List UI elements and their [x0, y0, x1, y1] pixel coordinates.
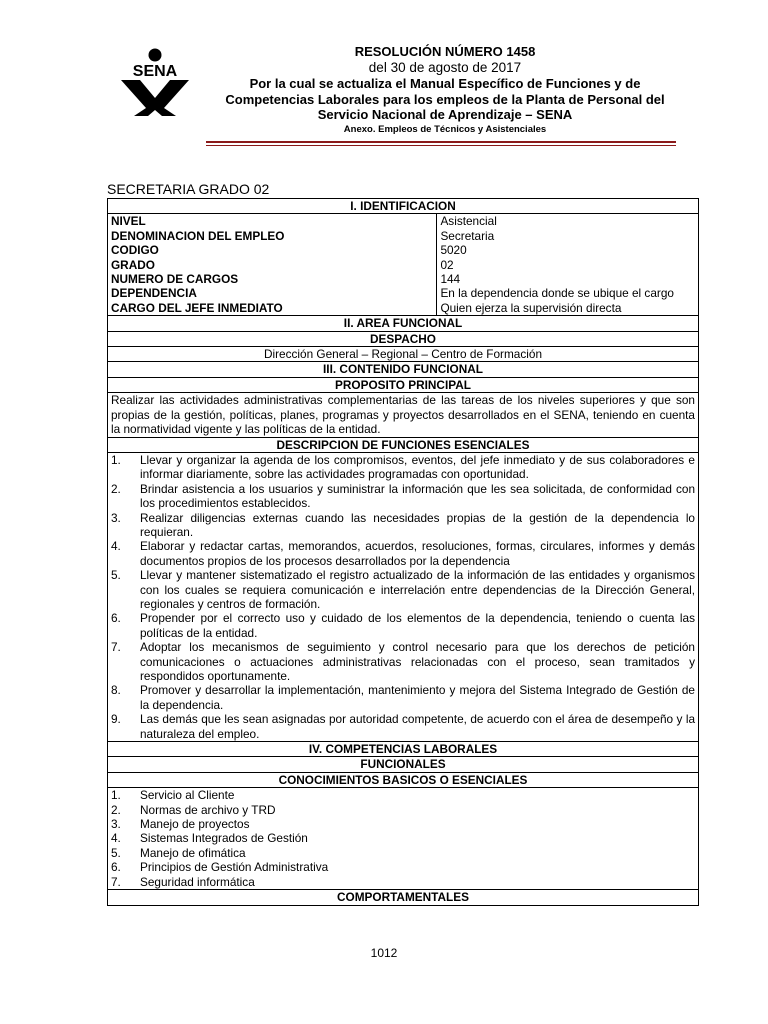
header-rule-thin — [206, 145, 676, 146]
list-item: 5. Llevar y mantener sistematizado el registro actualizado de la información de las entidades y organismos con los cuales se requiera comunicación e interrelación entre dependencias de la Dirección General, regionales y centros de formación. — [111, 568, 695, 611]
competencias-heading: IV. COMPETENCIAS LABORALES — [108, 742, 699, 757]
resolution-subject-line3: Servicio Nacional de Aprendizaje – SENA — [317, 107, 573, 122]
list-item: 1. Llevar y organizar la agenda de los compromisos, eventos, del jefe inmediato y de sus colaboradores e informar diariamente, sobre las actividades programadas con oportunidad. — [111, 452, 695, 482]
label-codigo: CODIGO — [111, 243, 159, 258]
list-item: 6. Propender por el correcto uso y cuidado de los elementos de la dependencia, teniendo o cuenta las políticas de la entidad. — [111, 611, 695, 640]
job-profile-table — [107, 198, 699, 906]
resolution-subject-line2: Competencias Laborales para los empleos de la Planta de Personal del — [225, 91, 665, 107]
list-item: 3. Manejo de proyectos — [111, 817, 250, 832]
list-item: 3. Realizar diligencias externas cuando las necesidades propias de la gestión de la dependencia lo requieran. — [111, 510, 695, 539]
page-number: 1012 — [370, 946, 398, 960]
list-item: 2. Normas de archivo y TRD — [111, 802, 276, 817]
funciones-list — [108, 452, 699, 741]
value-grado: 02 — [440, 257, 454, 272]
label-grado: GRADO — [111, 257, 155, 272]
resolution-date: del 30 de agosto de 2017 — [368, 60, 522, 75]
value-nivel: Asistencial — [440, 214, 497, 229]
proposito-heading: PROPOSITO PRINCIPAL — [108, 377, 699, 392]
area-heading: II. AREA FUNCIONAL — [108, 316, 699, 331]
list-item: 2. Brindar asistencia a los usuarios y suministrar la información que les sea solicitada, de conformidad con los procedimientos establecidos. — [111, 481, 695, 511]
conocimientos-list — [108, 788, 699, 890]
contenido-heading: III. CONTENIDO FUNCIONAL — [108, 362, 699, 377]
area-text: Dirección General – Regional – Centro de Formación — [108, 347, 699, 362]
funciones-heading: DESCRIPCION DE FUNCIONES ESENCIALES — [108, 437, 699, 452]
list-item: 7. Seguridad informática — [111, 874, 255, 889]
section-title: SECRETARIA GRADO 02 — [107, 181, 270, 197]
funcionales-heading: FUNCIONALES — [108, 757, 699, 772]
resolution-number: RESOLUCIÓN NÚMERO 1458 — [354, 44, 536, 59]
identificacion-values — [437, 214, 699, 316]
list-item: 9. Las demás que les sean asignadas por autoridad competente, de acuerdo con el área de desempeño y la naturaleza del empleo. — [111, 712, 695, 741]
label-nivel: NIVEL — [111, 214, 146, 229]
sena-logo — [118, 48, 192, 116]
value-numero-cargos: 144 — [440, 272, 461, 287]
document-header — [200, 44, 690, 136]
value-codigo: 5020 — [440, 243, 467, 258]
list-item: 7. Adoptar los mecanismos de seguimiento y control necesario para que los derechos de petición comunicaciones o actuaciones administrativas relacionadas con el proceso, sean tramitados y respondidos oportunamente. — [111, 640, 695, 683]
proposito-text: Realizar las actividades administrativas complementarias de las tareas de los niveles superiores y que son propias de la gestión, políticas, planes, programas y proyectos desarrollados en el SENA, teniendo en cuenta la normatividad vigente y las políticas de la entidad. — [108, 393, 699, 437]
area-subheading: DESPACHO — [108, 331, 699, 346]
value-dependencia: En la dependencia donde se ubique el cargo — [440, 286, 674, 301]
label-cargo-jefe: CARGO DEL JEFE INMEDIATO — [111, 300, 283, 315]
label-numero-cargos: NUMERO DE CARGOS — [111, 272, 239, 287]
value-cargo-jefe: Quien ejerza la supervisión directa — [440, 300, 622, 315]
header-rule — [206, 141, 676, 143]
label-denominacion: DENOMINACION DEL EMPLEO — [111, 228, 285, 243]
label-dependencia: DEPENDENCIA — [111, 286, 197, 301]
resolution-subject-line1: Por la cual se actualiza el Manual Específico de Funciones y de — [249, 76, 641, 91]
svg-text:SENA: SENA — [132, 63, 178, 80]
comportamentales-heading: COMPORTAMENTALES — [108, 890, 699, 905]
list-item: 4. Sistemas Integrados de Gestión — [111, 831, 308, 846]
list-item: 8. Promover y desarrollar la implementación, mantenimiento y mejora del Sistema Integrado de Gestión de la dependencia. — [111, 683, 695, 712]
value-denominacion: Secretaria — [440, 228, 495, 243]
conocimientos-heading: CONOCIMIENTOS BASICOS O ESENCIALES — [108, 772, 699, 787]
list-item: 5. Manejo de ofimática — [111, 845, 246, 860]
list-item: 4. Elaborar y redactar cartas, memorandos, acuerdos, resoluciones, formas, circulares, informes y demás documentos propios de los procesos desarrollados por la dependencia — [111, 539, 695, 568]
annex-title: Anexo. Empleos de Técnicos y Asistenciales — [343, 123, 547, 135]
identificacion-labels — [108, 214, 437, 316]
list-item: 1. Servicio al Cliente — [111, 788, 235, 803]
identificacion-heading: I. IDENTIFICACION — [108, 199, 699, 214]
list-item: 6. Principios de Gestión Administrativa — [111, 860, 329, 875]
